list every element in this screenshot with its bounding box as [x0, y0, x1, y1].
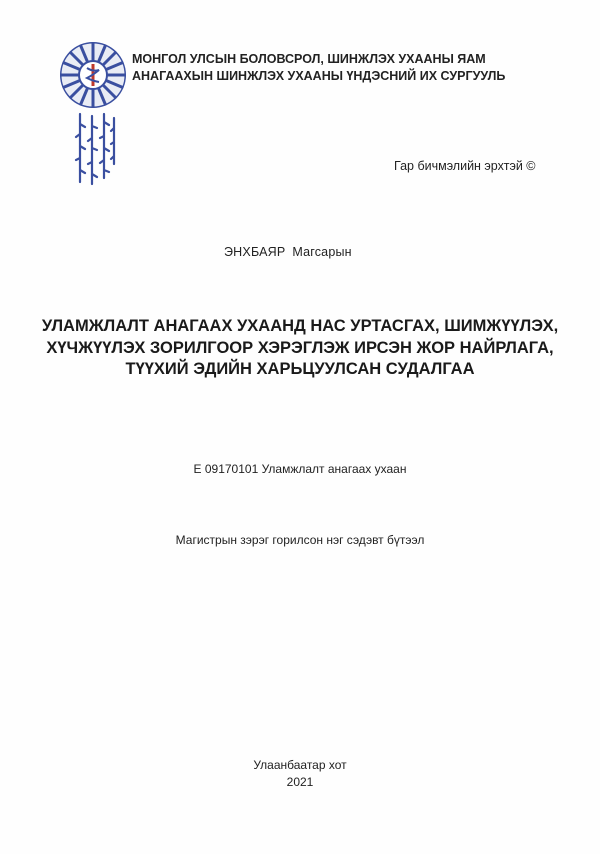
copyright-notice: Гар бичмэлийн эрхтэй © — [394, 159, 536, 173]
university-name: АНАГААХЫН ШИНЖЛЭХ УХААНЫ ҮНДЭСНИЙ ИХ СУРГУУЛЬ — [132, 69, 506, 83]
city-name: Улаанбаатар хот — [253, 758, 347, 772]
thesis-title — [30, 316, 570, 381]
degree-statement: Магистрын зэрэг горилсон нэг сэдэвт бүтээл — [175, 533, 425, 547]
author-surname: ЭНХБАЯР — [224, 245, 286, 259]
specialty-code: E 09170101 Уламжлалт анагаах ухаан — [193, 462, 407, 476]
title-line: ТҮҮХИЙ ЭДИЙН ХАРЬЦУУЛСАН СУДАЛГАА — [125, 360, 475, 378]
author-name — [224, 245, 352, 259]
author-given-name: Магсарын — [292, 245, 352, 259]
ministry-name: МОНГОЛ УЛСЫН БОЛОВСРОЛ, ШИНЖЛЭХ УХААНЫ ЯАМ — [132, 52, 486, 66]
publication-year: 2021 — [286, 775, 314, 789]
title-line: ХҮЧЖҮҮЛЭХ ЗОРИЛГООР ХЭРЭГЛЭЖ ИРСЭН ЖОР НАЙРЛАГА, — [46, 338, 554, 357]
mongol-script-name-icon — [72, 112, 118, 188]
title-line: УЛАМЖЛАЛТ АНАГААХ УХААНД НАС УРТАСГАХ, ШИМЖҮҮЛЭХ, — [41, 317, 559, 335]
university-emblem-icon — [58, 40, 128, 110]
institution-header — [132, 51, 505, 85]
